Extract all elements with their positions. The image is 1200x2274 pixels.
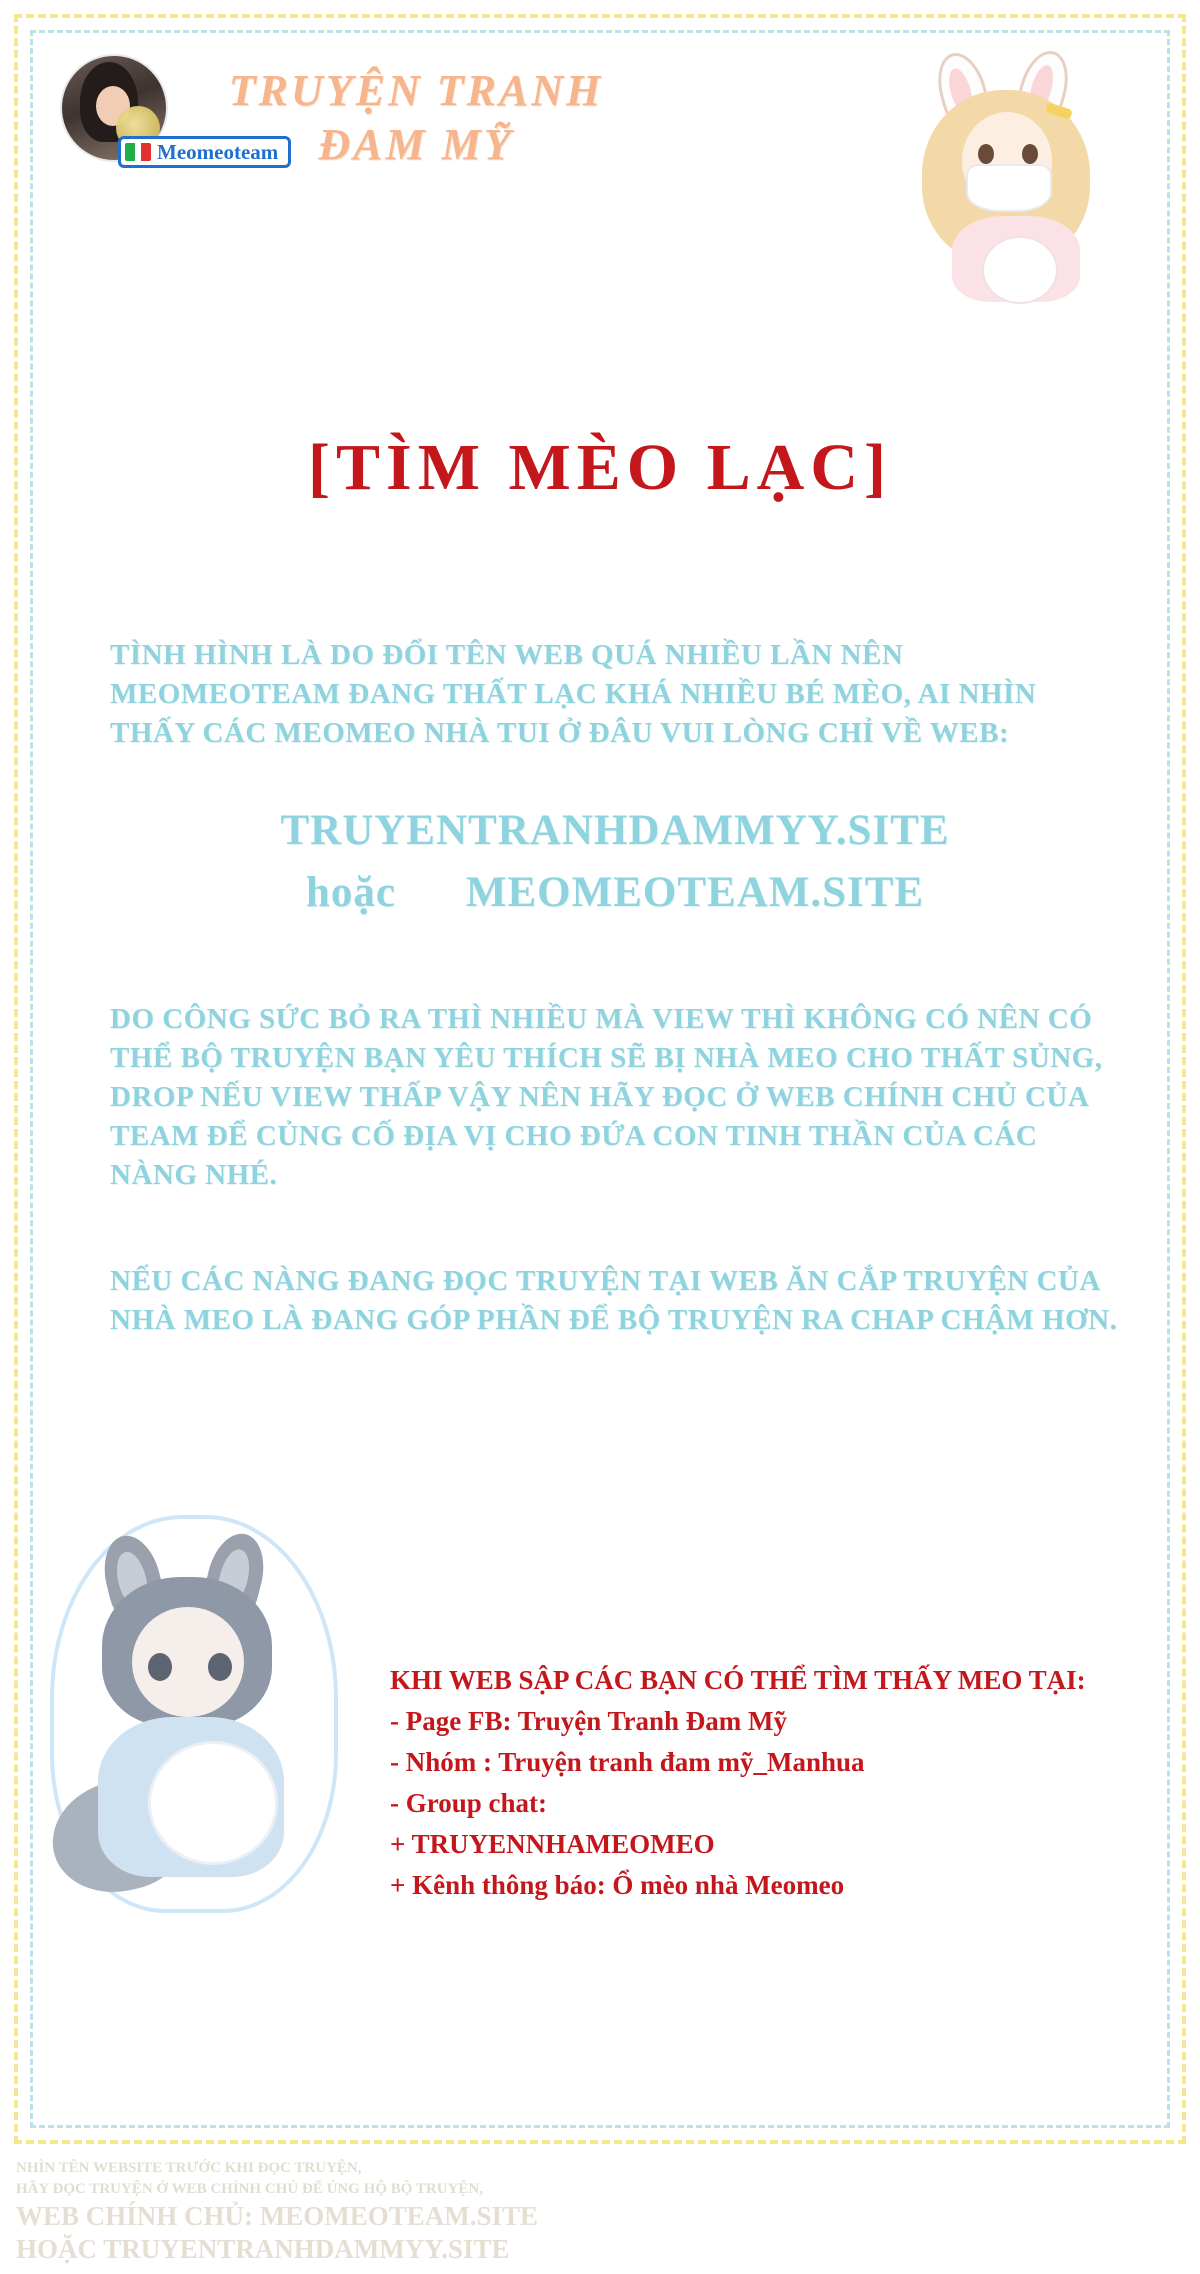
team-badge-label: Meomeoteam: [157, 139, 279, 164]
paragraph-warning: NẾU CÁC NÀNG ĐANG ĐỌC TRUYỆN TẠI WEB ĂN CẮP TRUYỆN CỦA NHÀ MEO LÀ ĐANG GÓP PHẦN ĐỂ BỘ TRUYỆN RA CHAP CHẬM HƠN.: [110, 1265, 1118, 1336]
contact-item[interactable]: - Nhóm : Truyện tranh đam mỹ_Manhua: [390, 1747, 865, 1777]
contact-item[interactable]: - Page FB: Truyện Tranh Đam Mỹ: [390, 1706, 787, 1736]
site-secondary[interactable]: MEOMEOTEAM.SITE: [465, 869, 925, 916]
site-connector: hoặc: [305, 869, 396, 916]
site-list: [110, 800, 1120, 924]
headline: [TÌM MÈO LẠC]: [308, 431, 892, 504]
mascot-wolf-boy-icon: [40, 1495, 340, 1925]
site-primary[interactable]: TRUYENTRANHDAMMYY.SITE: [280, 807, 950, 854]
page-title-line1: TRUYỆN TRANH: [228, 66, 604, 115]
page-title-line2: ĐAM MỸ: [318, 120, 514, 169]
contact-block: [390, 1660, 1110, 1906]
footer: [16, 2158, 1196, 2266]
footer-line-2: HÃY ĐỌC TRUYỆN Ở WEB CHÍNH CHỦ ĐỂ ỦNG HỘ BỘ TRUYỆN,: [16, 2181, 483, 2197]
paragraph-notice: TÌNH HÌNH LÀ DO ĐỔI TÊN WEB QUÁ NHIỀU LẦN NÊN MEOMEOTEAM ĐANG THẤT LẠC KHÁ NHIỀU BÉ MÈO, AI NHÌN THẤY CÁC MEOMEO NHÀ TUI Ở ĐÂU VUI LÒNG CHỈ VỀ WEB:: [110, 639, 1037, 749]
contact-heading: KHI WEB SẬP CÁC BẠN CÓ THỂ TÌM THẤY MEO TẠI:: [390, 1665, 1086, 1695]
footer-line-4: HOẶC TRUYENTRANHDAMMYY.SITE: [16, 2234, 510, 2264]
header: [46, 40, 1146, 290]
flag-icon: [125, 143, 151, 161]
contact-item: - Group chat:: [390, 1788, 548, 1818]
mascot-girl-icon: [886, 40, 1136, 310]
paragraph-support: DO CÔNG SỨC BỎ RA THÌ NHIỀU MÀ VIEW THÌ KHÔNG CÓ NÊN CÓ THỂ BỘ TRUYỆN BẠN YÊU THÍCH SẼ BỊ NHÀ MEO CHO THẤT SỦNG, DROP NẾU VIEW THẤP VẬY NÊN HÃY ĐỌC Ở WEB CHÍNH CHỦ CỦA TEAM ĐỂ CỦNG CỐ ĐỊA VỊ CHO ĐỨA CON TINH THẦN CỦA CÁC NÀNG NHÉ.: [110, 1003, 1103, 1191]
footer-line-1: NHÌN TÊN WEBSITE TRƯỚC KHI ĐỌC TRUYỆN,: [16, 2160, 362, 2176]
footer-line-3: WEB CHÍNH CHỦ: MEOMEOTEAM.SITE: [16, 2201, 539, 2231]
contact-item[interactable]: + Kênh thông báo: Ổ mèo nhà Meomeo: [390, 1870, 845, 1900]
contact-item[interactable]: + TRUYENNHAMEOMEO: [390, 1829, 715, 1859]
page-title: [166, 64, 666, 172]
